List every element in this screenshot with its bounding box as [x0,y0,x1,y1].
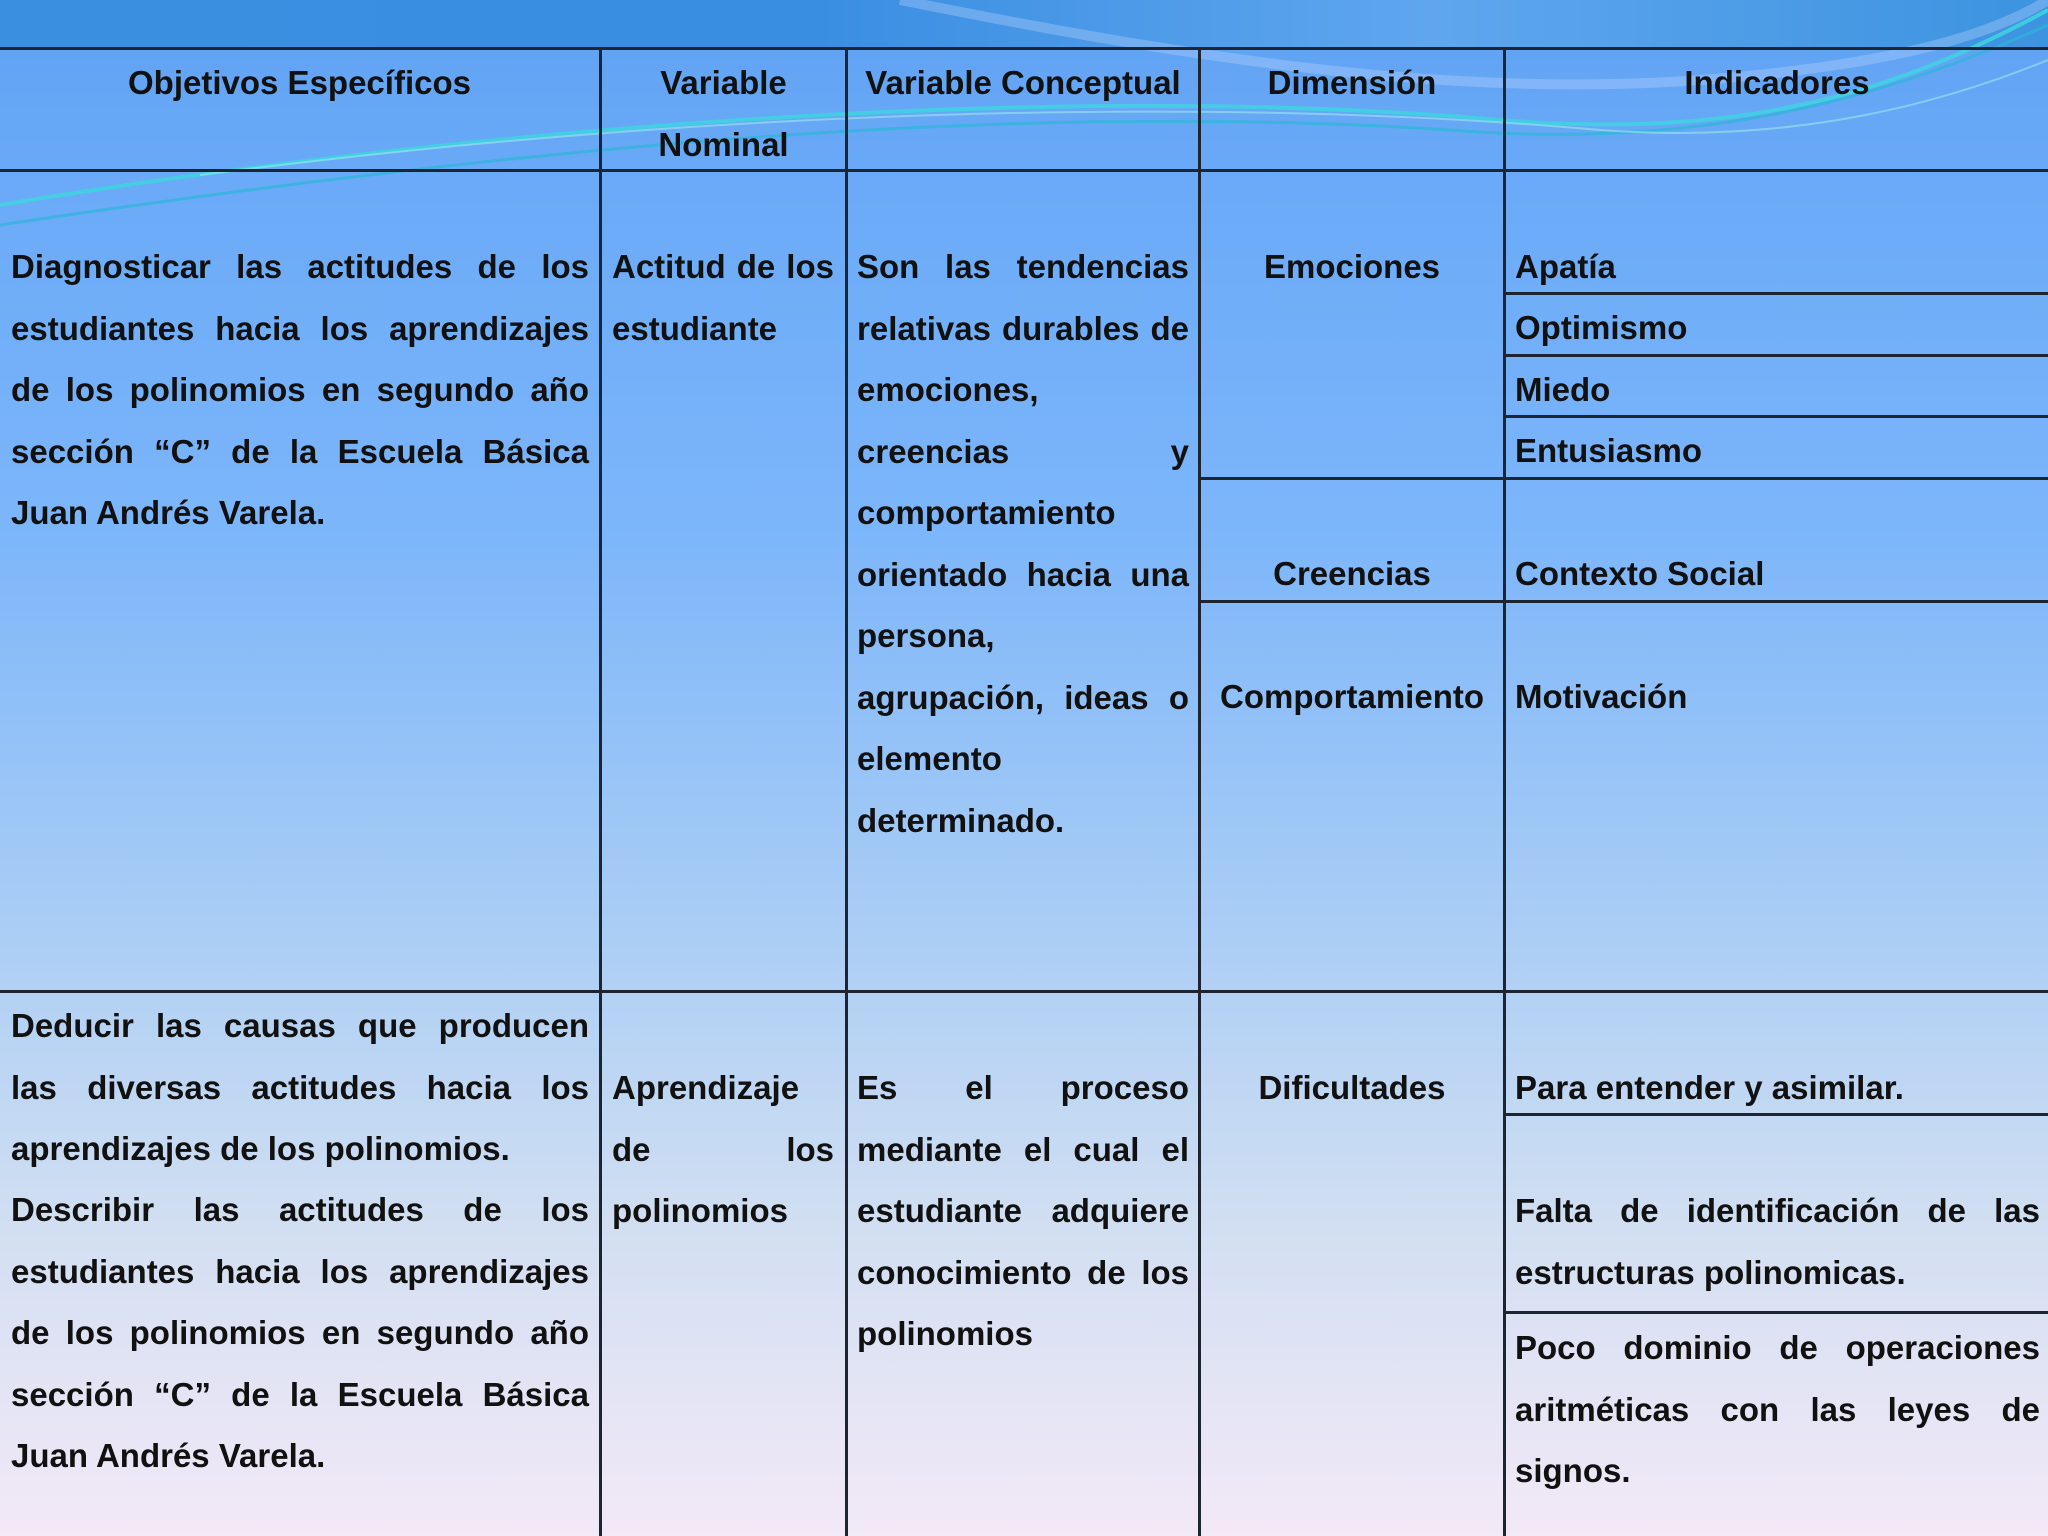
indicador-cell: Poco dominio de operaciones aritméticas con las leyes de signos. [1515,1329,2040,1489]
header-separator [0,169,2048,172]
header-variable-conceptual: Variable Conceptual [865,64,1181,101]
objetivo-cell: Deducir las causas que producen las diversas actitudes hacia los aprendizajes de los polinomios. [11,1007,589,1167]
indicador-cell: Miedo [1515,371,1611,408]
table-border-top [0,47,2048,50]
objetivo-cell: Describir las actitudes de los estudiantes hacia los aprendizajes de los polinomios en segundo año sección “C” de la Escuela Básica Juan Andrés Varela. [11,1191,589,1474]
dimension-cell: Comportamiento [1220,678,1484,715]
variable-nominal-cell: Aprendizaje de los polinomios [612,1069,834,1229]
dimension-cell: Dificultades [1258,1069,1446,1106]
variable-conceptual-cell: Es el proceso mediante el cual el estudiante adquiere conocimiento de los polinomios [857,1069,1189,1352]
indicador-cell: Motivación [1515,678,1688,715]
indicator-separator [1503,1311,2048,1314]
indicador-cell: Falta de identificación de las estructuras polinomicas. [1515,1192,2040,1291]
indicador-cell: Contexto Social [1515,555,1765,592]
indicador-cell: Entusiasmo [1515,432,1703,469]
header-dimension: Dimensión [1267,64,1437,101]
objetivo-cell: Diagnosticar las actitudes de los estudiantes hacia los aprendizajes de los polinomios en segundo año sección “C” de la Escuela Básica Juan Andrés Varela. [11,248,589,531]
header-variable-nominal: Variable Nominal [658,64,789,163]
variable-nominal-cell: Actitud de los estudiante [612,248,834,347]
indicador-cell: Para entender y asimilar. [1515,1069,1904,1106]
wave-decoration [0,0,2048,240]
indicador-cell: Optimismo [1515,309,1688,346]
column-divider [845,47,848,1536]
dimension-cell: Emociones [1263,248,1441,285]
row-separator [0,990,2048,993]
column-divider [599,47,602,1536]
variable-conceptual-cell: Son las tendencias relativas durables de emociones, creencias y comportamiento orientado hacia una persona, agrupación, ideas o elemento determinado. [857,248,1189,839]
header-objetivos: Objetivos Específicos [128,64,471,101]
dimension-cell: Creencias [1273,555,1431,592]
header-indicadores: Indicadores [1684,64,1870,101]
indicador-cell: Apatía [1515,248,1616,285]
